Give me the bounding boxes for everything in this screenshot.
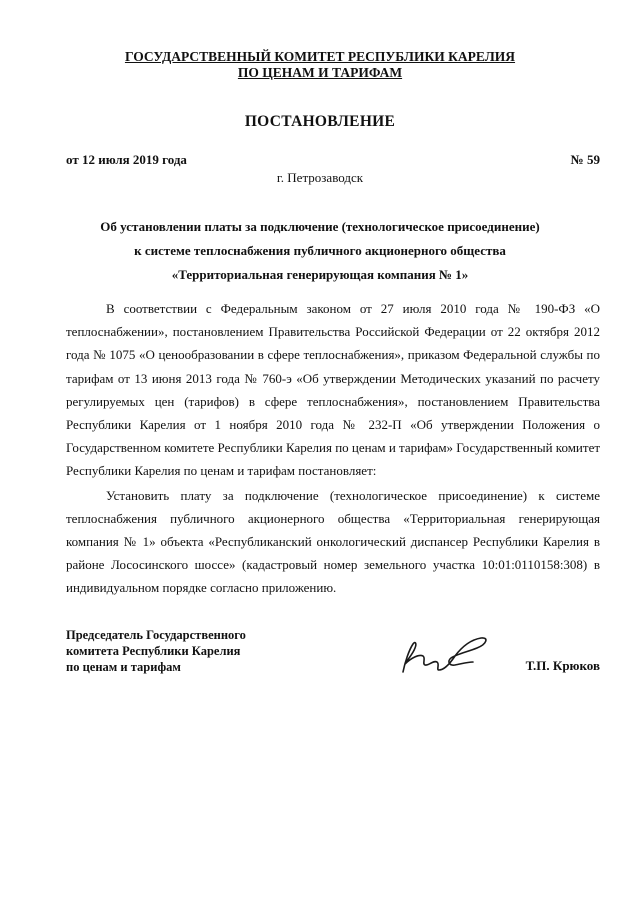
signature-stroke [403,638,486,672]
handwritten-signature [395,632,495,678]
subject-line1: Об установлении платы за подключение (технологическое присоединение) [100,219,540,234]
signer-title-line2: комитета Республики Карелия [66,644,241,658]
document-number: № 59 [570,152,600,167]
subject-line3: «Территориальная генерирующая компания № 1» [171,267,469,282]
document-body [66,297,600,600]
authority-name-line2: ПО ЦЕНАМ И ТАРИФАМ [237,65,403,80]
signer-title [66,627,246,675]
document-city: г. Петрозаводск [276,170,364,185]
document-type-title: ПОСТАНОВЛЕНИЕ [244,113,396,130]
subject-line2: к системе теплоснабжения публичного акционерного общества [134,243,506,258]
document-subject [0,215,640,287]
signer-title-line1: Председатель Государственного [66,628,246,642]
signer-title-line3: по ценам и тарифам [66,660,181,674]
issuing-authority [0,49,640,81]
signer-name: Т.П. Крюков [525,658,600,673]
body-paragraph-preamble: В соответствии с Федеральным законом от 27 июля 2010 года № 190-ФЗ «О теплоснабжении», постановлением Правительства Российской Федерации от 22 октября 2012 года № 1075 «О ценообразовании в сфере теплоснабжения», приказом Федеральной службы по тарифам от 13 июня 2013 года № 760-э «Об утверждении Методических указаний по расчету регулируемых цен (тарифов) в сфере теплоснабжения», постановлением Правительства Республики Карелия от 1 ноября 2010 года № 232-П «Об утверждении Положения о Государственном комитете Республики Карелия по ценам и тарифам» Государственный комитет Республики Карелия по ценам и тарифам постановляет: [66,301,601,479]
body-paragraph-resolution: Установить плату за подключение (технологическое присоединение) к системе теплоснабжения публичного акционерного общества «Территориальная генерирующая компания № 1» объекта «Республиканский онкологический диспансер Республики Карелия в районе Лососинского шоссе» (кадастровый номер земельного участка 10:01:0110158:308) в индивидуальном порядке согласно приложению. [66,487,600,596]
authority-name-line1: ГОСУДАРСТВЕННЫЙ КОМИТЕТ РЕСПУБЛИКИ КАРЕЛИЯ [124,49,516,64]
document-date: от 12 июля 2019 года [66,152,187,167]
